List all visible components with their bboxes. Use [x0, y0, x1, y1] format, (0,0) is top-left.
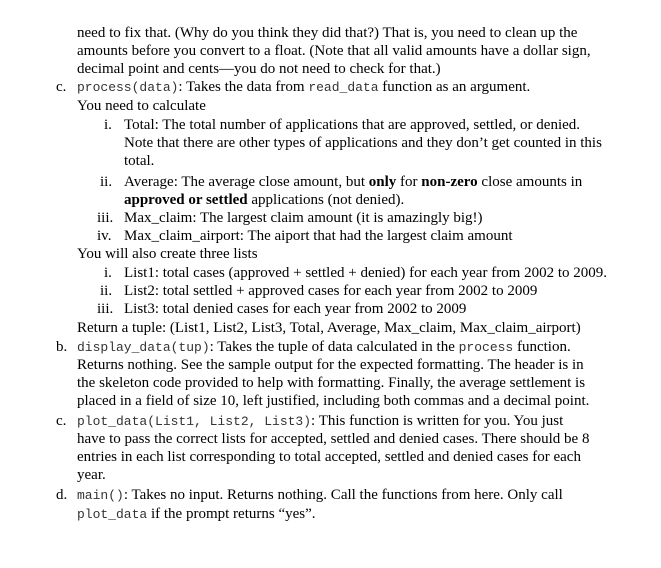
plot-code: plot_data(List1, List2, List3) [77, 414, 312, 429]
calc-item-marker: iv. [97, 228, 112, 244]
display-desc-b: function. [513, 339, 571, 355]
list-item-marker: ii. [100, 283, 113, 299]
list-item-list1: List1: total cases (approved + settled + denied) for each year from 2002 to 2009. [124, 265, 608, 281]
display-code: display_data(tup) [77, 340, 210, 355]
process-code-ref: process [458, 340, 514, 355]
average-text-e: close amounts in [477, 174, 583, 190]
plot-desc: : This function is written for you. You just [311, 413, 564, 429]
average-only-bold: only [368, 174, 397, 190]
process-heading [77, 78, 530, 96]
calc-item-total-line-2: Note that there are other types of applications and they don’t get counted in this [124, 135, 602, 151]
plot-line-3: entries in each list corresponding to total accepted, settled and denied cases for each [77, 449, 581, 465]
plot-marker: c. [56, 413, 67, 429]
intro-line-1: need to fix that. (Why do you think they did that?) That is, you need to clean up the [77, 25, 578, 41]
main-line-2 [77, 505, 316, 523]
list-item-marker: i. [104, 265, 112, 281]
display-marker: b. [56, 339, 68, 355]
plot-line-2: have to pass the correct lists for accepted, settled and denied cases. There should be 8 [77, 431, 590, 447]
main-desc-b: if the prompt returns “yes”. [147, 506, 316, 522]
plot-heading [77, 412, 563, 430]
calc-item-average-line-1 [124, 173, 582, 191]
list-item-list3: List3: total denied cases for each year from 2002 to 2009 [124, 301, 467, 317]
calc-item-total-line-3: total. [124, 153, 155, 169]
display-line-2: Returns nothing. See the sample output for the expected formatting. The header is in [77, 357, 584, 373]
lists-intro: You will also create three lists [77, 246, 258, 262]
plot-data-code-ref: plot_data [77, 507, 148, 522]
process-marker: c. [56, 79, 67, 95]
calc-item-max-claim-airport: Max_claim_airport: The aiport that had the largest claim amount [124, 228, 513, 244]
main-heading [77, 486, 563, 504]
main-desc: : Takes no input. Returns nothing. Call the functions from here. Only call [123, 487, 563, 503]
calc-item-average-line-2 [124, 191, 404, 209]
calc-item-marker: iii. [97, 210, 114, 226]
average-nonzero-bold: non-zero [421, 174, 478, 190]
average-approved-bold: approved or settled [124, 192, 248, 208]
calc-item-marker: i. [104, 117, 112, 133]
calc-item-max-claim: Max_claim: The largest claim amount (it is amazingly big!) [124, 210, 483, 226]
plot-line-4: year. [77, 467, 106, 483]
process-desc-a: : Takes the data from [178, 79, 309, 95]
intro-line-3: decimal point and cents—you do not need to check for that.) [77, 61, 441, 77]
average-text-a: Average: The average close amount, but [124, 174, 369, 190]
display-desc-a: : Takes the tuple of data calculated in the [209, 339, 459, 355]
list-item-marker: iii. [97, 301, 114, 317]
average-text-end: applications (not denied). [247, 192, 405, 208]
main-code: main() [77, 488, 124, 503]
display-heading [77, 338, 571, 356]
return-tuple: Return a tuple: (List1, List2, List3, Total, Average, Max_claim, Max_claim_airport) [77, 320, 581, 336]
list-item-list2: List2: total settled + approved cases for each year from 2002 to 2009 [124, 283, 538, 299]
display-line-3: the skeleton code provided to help with formatting. Finally, the average settlement is [77, 375, 586, 391]
calc-item-total-line-1: Total: The total number of applications that are approved, settled, or denied. [124, 117, 581, 133]
read-data-code: read_data [308, 80, 379, 95]
calc-item-marker: ii. [100, 174, 113, 190]
process-desc-b: function as an argument. [378, 79, 531, 95]
main-marker: d. [56, 487, 68, 503]
intro-line-2: amounts before you convert to a float. (Note that all valid amounts have a dollar sign, [77, 43, 591, 59]
average-text-c: for [396, 174, 422, 190]
calc-intro: You need to calculate [77, 98, 206, 114]
process-code: process(data) [77, 80, 179, 95]
display-line-4: placed in a field of size 10, left justified, including both commas and a decimal point. [77, 393, 590, 409]
